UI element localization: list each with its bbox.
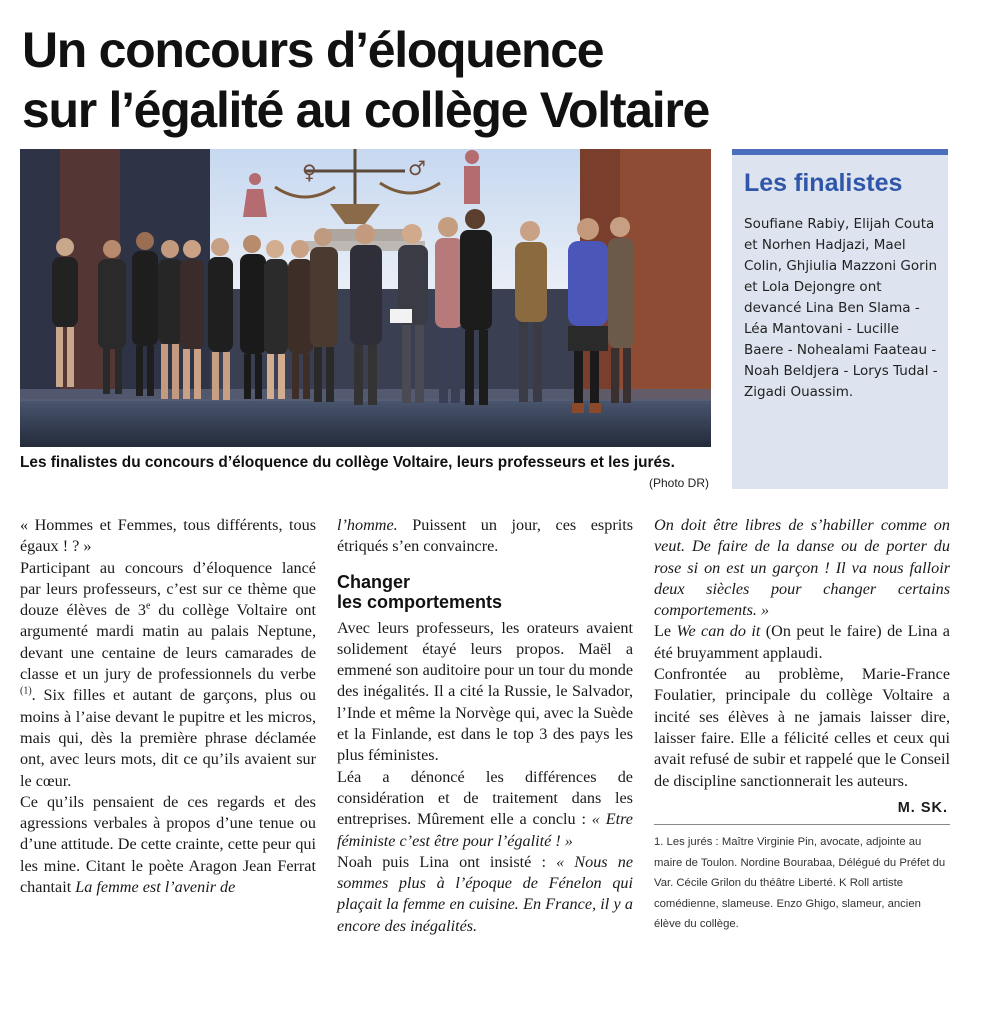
article-paragraph: On doit être libres de s’habiller comme on veut. De faire de la danse ou de porter du rose si on est un garçon ! Il va nous falloir deux siècles pour changer certains comportements. » <box>654 516 950 620</box>
headline-line-2: sur l’égalité au collège Voltaire <box>22 82 709 138</box>
headline-line-1: Un concours d’éloquence <box>22 22 604 78</box>
article-paragraph: l’homme. Puissent un jour, ces esprits étriqués s’en convaincre. <box>337 516 633 556</box>
article-column-1 <box>20 515 316 898</box>
footnote-divider <box>654 824 950 825</box>
article-column-2 <box>337 515 633 937</box>
footnote: 1. Les jurés : Maître Virginie Pin, avocate, adjointe au maire de Toulon. Nordine Bourabaa, Délégué du Préfet du Var. Cécile Grilon du théâtre Liberté. K Roll artiste comédienne, slameuse. Enzo Ghigo, slameur, ancien élève du collège. <box>654 836 946 931</box>
footnote-ref: (1) <box>20 685 32 697</box>
author-signature: M. SK. <box>897 799 948 816</box>
photo-caption: Les finalistes du concours d’éloquence du collège Voltaire, leurs professeurs et les jurés. <box>20 454 675 471</box>
article-paragraph: Le We can do it (On peut le faire) de Lina a été bruyamment applaudi. <box>654 622 950 662</box>
finalists-title: Les finalistes <box>744 169 903 197</box>
finalists-box <box>732 149 948 489</box>
article-subhead: Changer les comportements <box>337 571 503 612</box>
headline <box>22 20 962 140</box>
article-paragraph: Ce qu’ils pensaient de ces regards et des agressions verbales à propos d’une tenue ou d’une attitude. De cette crainte, cette peur qui les mine. Citant le poète Aragon Jean Ferrat chantait La femme est l’avenir de <box>20 792 316 897</box>
article-column-3 <box>654 515 950 935</box>
article-paragraph: Noah puis Lina ont insisté : « Nous ne sommes plus à l’époque de Fénelon qui plaçait la femme en cuisine. En France, il y a encore des inégalités. <box>337 852 634 935</box>
finalists-list: Soufiane Rabiy, Elijah Couta et Norhen Hadjazi, Mael Colin, Ghjiulia Mazzoni Gorin et Lola Dejongre ont devancé Lina Ben Slama - Léa Mantovani - Lucille Baere - Nohealami Faateau - Noah Beldjera - Lorys Tudal - Zigadi Ouassim. <box>744 216 938 400</box>
article-paragraph: Léa a dénoncé les différences de considération et de traitement dans les entreprises. Mûrement elle a conclu : « Etre féministe c’est être pour l’égalité ! » <box>337 767 633 850</box>
article-paragraph: Participant au concours d’éloquence lancé par leurs professeurs, c’est sur ce thème que douze élèves de 3e du collège Voltaire ont argumenté mardi matin au palais Neptune, devant une centaine de leurs camarades de classe et un jury de professionnels du verbe $^{(1)}$. Six filles et autant de garçons, plus ou moins à l’aise devant le pupitre et les micros, mais qui, dès la première phrase déclamée ont, avec leurs mots, dit ce qu’ils avaient sur le cœur. <box>20 558 317 790</box>
svg-text:♀: ♀ <box>302 160 317 184</box>
article-paragraph: Confrontée au problème, Marie-France Foulatier, principale du collège Voltaire a incité ses élèves à ne jamais laisser dire, laisser faire. Elle a félicité celles et ceux qui avait refusé de subir et rappelé que le Conseil de discipline sanctionnerait les auteurs. <box>654 665 950 790</box>
photo-credit: (Photo DR) <box>648 476 709 490</box>
article-paragraph: Avec leurs professeurs, les orateurs avaient solidement étayé leurs propos. Maël a emmené son auditoire pour un tour du monde des inégalités. Il a cité la Russie, le Salvador, l’Inde et même la Norvège qui, avec la Suède et la Finlande, est dans le top 3 des pays les plus féministes. <box>337 618 633 765</box>
article-quote: « Hommes et Femmes, tous différents, tous égaux ! ? » <box>20 516 316 556</box>
svg-text:♂: ♂ <box>408 156 426 180</box>
group-photo <box>20 149 711 447</box>
